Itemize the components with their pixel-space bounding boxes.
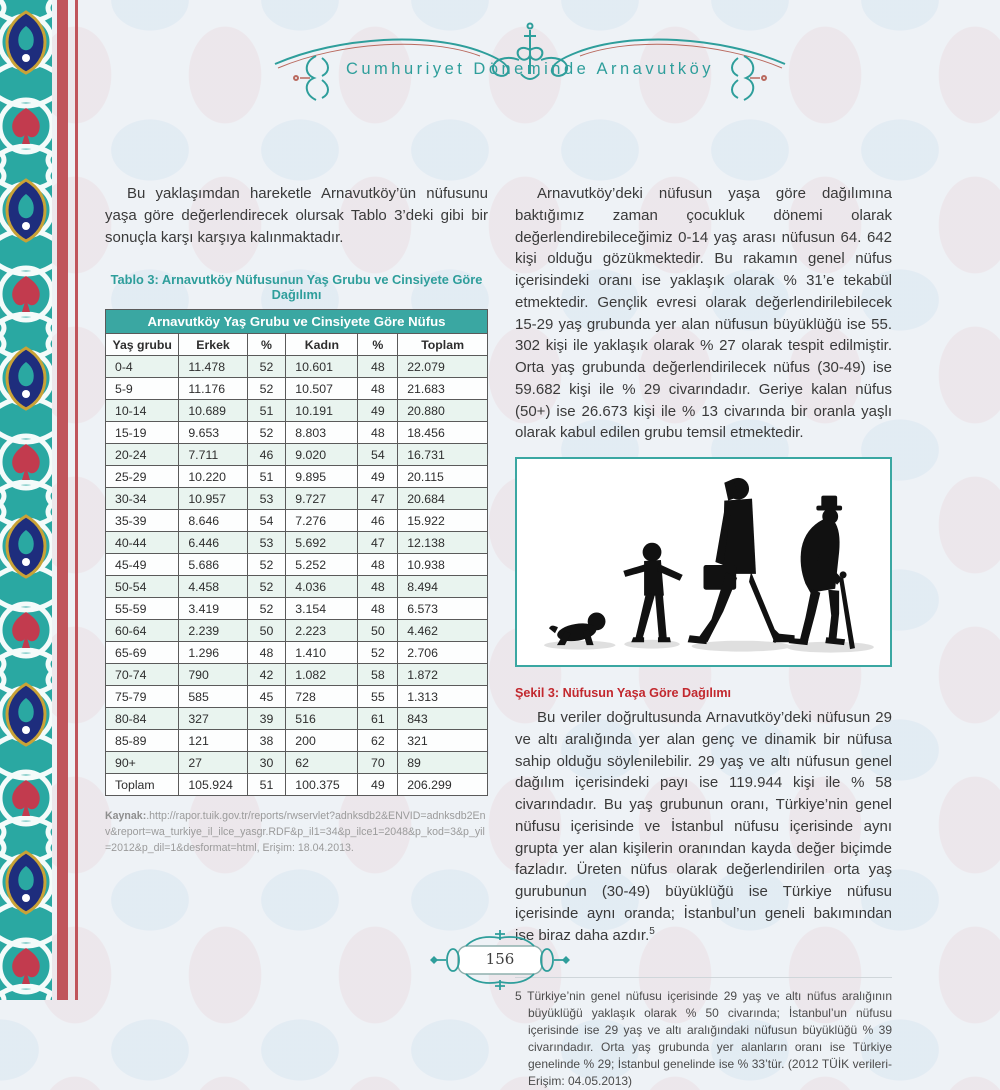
table-cell: 21.683 bbox=[398, 378, 488, 400]
table-cell: 27 bbox=[179, 752, 247, 774]
table-cell: 10.938 bbox=[398, 554, 488, 576]
table-cell: 40-44 bbox=[106, 532, 179, 554]
table-row bbox=[106, 554, 488, 576]
table-cell: 121 bbox=[179, 730, 247, 752]
table-cell: 8.803 bbox=[286, 422, 358, 444]
ages-of-man-figure bbox=[515, 457, 892, 667]
table-cell: 12.138 bbox=[398, 532, 488, 554]
table-cell: 8.494 bbox=[398, 576, 488, 598]
table-cell: 9.020 bbox=[286, 444, 358, 466]
table-cell: 1.872 bbox=[398, 664, 488, 686]
table-cell: 15.922 bbox=[398, 510, 488, 532]
table-cell: 51 bbox=[247, 400, 286, 422]
table-row bbox=[106, 774, 488, 796]
table-cell: 843 bbox=[398, 708, 488, 730]
table-cell: 75-79 bbox=[106, 686, 179, 708]
table-cell: 53 bbox=[247, 532, 286, 554]
table-cell: 52 bbox=[247, 598, 286, 620]
table-cell: 52 bbox=[247, 356, 286, 378]
table-cell: 1.313 bbox=[398, 686, 488, 708]
table-cell: 39 bbox=[247, 708, 286, 730]
table-cell: 7.276 bbox=[286, 510, 358, 532]
table-cell: 4.036 bbox=[286, 576, 358, 598]
footnote bbox=[515, 988, 892, 1090]
table-cell: 5.692 bbox=[286, 532, 358, 554]
table-cell: 5.252 bbox=[286, 554, 358, 576]
table-cell: 2.706 bbox=[398, 642, 488, 664]
table-cell: 46 bbox=[358, 510, 398, 532]
table-cell: 49 bbox=[358, 774, 398, 796]
table-row bbox=[106, 752, 488, 774]
table-row bbox=[106, 642, 488, 664]
table-cell: 47 bbox=[358, 488, 398, 510]
source-label: Kaynak: bbox=[105, 810, 147, 823]
table-cell: 100.375 bbox=[286, 774, 358, 796]
table-cell: 16.731 bbox=[398, 444, 488, 466]
table-cell: 90+ bbox=[106, 752, 179, 774]
table-cell: 58 bbox=[358, 664, 398, 686]
table-cell: 1.082 bbox=[286, 664, 358, 686]
table-cell: 30-34 bbox=[106, 488, 179, 510]
table-cell: 20.880 bbox=[398, 400, 488, 422]
table-cell: 4.458 bbox=[179, 576, 247, 598]
table-cell: 15-19 bbox=[106, 422, 179, 444]
table-cell: 2.223 bbox=[286, 620, 358, 642]
table-cell: 3.154 bbox=[286, 598, 358, 620]
table-cell: Toplam bbox=[106, 774, 179, 796]
page-number: 156 bbox=[485, 950, 515, 968]
table-cell: 10.507 bbox=[286, 378, 358, 400]
table-row bbox=[106, 378, 488, 400]
table-cell: 80-84 bbox=[106, 708, 179, 730]
table-cell: 22.079 bbox=[398, 356, 488, 378]
footnote-marker: 5 bbox=[515, 989, 522, 1004]
table-cell: 6.446 bbox=[179, 532, 247, 554]
table-cell: 9.727 bbox=[286, 488, 358, 510]
table-cell: 5-9 bbox=[106, 378, 179, 400]
column-header: % bbox=[358, 334, 398, 356]
table-cell: 50 bbox=[247, 620, 286, 642]
table-cell: 35-39 bbox=[106, 510, 179, 532]
figure-caption: Şekil 3: Nüfusun Yaşa Göre Dağılımı bbox=[515, 686, 732, 700]
table-cell: 10-14 bbox=[106, 400, 179, 422]
footnote-reference: 5 bbox=[649, 925, 655, 937]
table-cell: 6.573 bbox=[398, 598, 488, 620]
table-cell: 51 bbox=[247, 466, 286, 488]
table-cell: 48 bbox=[358, 576, 398, 598]
table-cell: 70 bbox=[358, 752, 398, 774]
table-cell: 55 bbox=[358, 686, 398, 708]
table-cell: 1.410 bbox=[286, 642, 358, 664]
table-cell: 62 bbox=[286, 752, 358, 774]
table-row bbox=[106, 532, 488, 554]
table-cell: 20.684 bbox=[398, 488, 488, 510]
table-cell: 45 bbox=[247, 686, 286, 708]
table-cell: 206.299 bbox=[398, 774, 488, 796]
table-cell: 48 bbox=[358, 554, 398, 576]
table-cell: 55-59 bbox=[106, 598, 179, 620]
table-cell: 52 bbox=[247, 422, 286, 444]
table-cell: 62 bbox=[358, 730, 398, 752]
table-cell: 46 bbox=[247, 444, 286, 466]
table-cell: 42 bbox=[247, 664, 286, 686]
table-cell: 30 bbox=[247, 752, 286, 774]
table-cell: 52 bbox=[247, 576, 286, 598]
table-cell: 48 bbox=[358, 598, 398, 620]
table-cell: 10.689 bbox=[179, 400, 247, 422]
table-cell: 89 bbox=[398, 752, 488, 774]
ottoman-tile-border bbox=[0, 0, 52, 1000]
table-cell: 49 bbox=[358, 466, 398, 488]
population-table bbox=[105, 309, 488, 796]
table-cell: 1.296 bbox=[179, 642, 247, 664]
table-cell: 85-89 bbox=[106, 730, 179, 752]
table-cell: 8.646 bbox=[179, 510, 247, 532]
table-cell: 3.419 bbox=[179, 598, 247, 620]
table-row bbox=[106, 620, 488, 642]
table-cell: 200 bbox=[286, 730, 358, 752]
table-cell: 9.895 bbox=[286, 466, 358, 488]
table-cell: 11.478 bbox=[179, 356, 247, 378]
table-cell: 51 bbox=[247, 774, 286, 796]
footnote-text: Türkiye’nin genel nüfusu içerisinde 29 yaş ve altı nüfus aralığının büyüklüğü yaklaşık olarak % 50 civarında; İstanbul’un nüfusu içerisinde ise 29 yaş ve altı aralığındaki nüfusun büyüklüğü % 39 civarındadır. Orta yaş grubunda yer alanların oranı ise Türkiye genelinde % 29; İstanbul genelinde ise % 33’tür. (2012 TÜİK verileri- Erişim: 04.05.2013) bbox=[527, 989, 892, 1089]
conclusion-paragraph bbox=[515, 707, 892, 946]
table-cell: 45-49 bbox=[106, 554, 179, 576]
table-cell: 10.191 bbox=[286, 400, 358, 422]
table-cell: 50 bbox=[358, 620, 398, 642]
table-cell: 0-4 bbox=[106, 356, 179, 378]
table-cell: 48 bbox=[358, 356, 398, 378]
table-row bbox=[106, 466, 488, 488]
table-cell: 48 bbox=[247, 642, 286, 664]
table-cell: 728 bbox=[286, 686, 358, 708]
table-cell: 4.462 bbox=[398, 620, 488, 642]
table-cell: 47 bbox=[358, 532, 398, 554]
table-row bbox=[106, 422, 488, 444]
table-cell: 18.456 bbox=[398, 422, 488, 444]
table-row bbox=[106, 444, 488, 466]
table-caption: Tablo 3: Arnavutköy Nüfusunun Yaş Grubu ve Cinsiyete Göre Dağılımı bbox=[110, 272, 483, 303]
conclusion-text: Bu veriler doğrultusunda Arnavutköy’deki nüfusun 29 ve altı aralığında yer alan genç ve dinamik bir nüfusa sahip olduğu söylenilebilir. 29 yaş ve altı nüfusun genel dağılım içerisindeki payı ise 119.944 kişi ile % 58 civarındadır. Bu yaş grubunun oranı, Türkiye’nin genel nüfusu içerisinde ve İstanbul nüfusu içerisinde aynı grupta yer alan kişilerin oranından kayda değer biçimde fazladır. Üreten nüfus olarak değerlendirilen orta yaş gurubunun (30-49) büyüklüğü ise Türkiye nüfusu içerisinde aynı oranda; İstanbul’un geneli bakımından ise biraz daha azdır. bbox=[515, 709, 892, 944]
table-cell: 48 bbox=[358, 422, 398, 444]
table-cell: 10.601 bbox=[286, 356, 358, 378]
table-cell: 20.115 bbox=[398, 466, 488, 488]
table-cell: 516 bbox=[286, 708, 358, 730]
left-column bbox=[105, 183, 488, 857]
table-header-row bbox=[106, 334, 488, 356]
table-cell: 54 bbox=[358, 444, 398, 466]
table-cell: 52 bbox=[358, 642, 398, 664]
column-header: Yaş grubu bbox=[106, 334, 179, 356]
table-row bbox=[106, 598, 488, 620]
table-cell: 2.239 bbox=[179, 620, 247, 642]
population-table-body bbox=[106, 356, 488, 796]
table-cell: 49 bbox=[358, 400, 398, 422]
table-row bbox=[106, 686, 488, 708]
age-distribution-paragraph: Arnavutköy’deki nüfusun yaşa göre dağılımına baktığımız zaman çocukluk dönemi olarak değerlendirebileceğimiz 0-14 yaş arası nüfusun 64. 642 kişi olduğu gözükmektedir. Bu rakamın genel nüfus içerisindeki oranı ise yaklaşık olarak % 31’e tekabül etmektedir. Gençlik evresi olarak değerlendirilebilecek 15-29 yaş grubunda yer alan nüfusun büyüklüğü ise 55. 302 kişi ile yaklaşık olarak % 27 olarak tespit edilmiştir. Orta yaş grubunda değerlendirilecek nüfus (30-49) ise 59.682 kişi ile % 29 civarındadır. Geriye kalan nüfus (50+) ise 26.673 kişi ile % 13 civarında bir oranla yaşlı olarak kabul edilen grubu temsil etmektedir. bbox=[515, 185, 892, 442]
column-header: % bbox=[247, 334, 286, 356]
table-cell: 52 bbox=[247, 378, 286, 400]
page-title: Cumhuriyet Döneminde Arnavutköy bbox=[345, 60, 715, 78]
table-cell: 60-64 bbox=[106, 620, 179, 642]
table-row bbox=[106, 510, 488, 532]
column-header: Toplam bbox=[398, 334, 488, 356]
table-cell: 11.176 bbox=[179, 378, 247, 400]
table-cell: 50-54 bbox=[106, 576, 179, 598]
table-cell: 7.711 bbox=[179, 444, 247, 466]
table-cell: 61 bbox=[358, 708, 398, 730]
table-cell: 10.220 bbox=[179, 466, 247, 488]
table-cell: 9.653 bbox=[179, 422, 247, 444]
source-url: .http://rapor.tuik.gov.tr/reports/rwservlet?adnksdb2&ENVID=adnksdb2Env&report=wa_turkiye_il_ilce_yasgr.RDF&p_il1=34&p_ilce1=2048&p_kod=3&p_yil=2012&p_dil=1&desformat=html, Erişim: 18.04.2013. bbox=[105, 810, 486, 855]
table-cell: 10.957 bbox=[179, 488, 247, 510]
source-note bbox=[105, 809, 488, 857]
table-row bbox=[106, 730, 488, 752]
red-border-bar bbox=[57, 0, 68, 1000]
table-cell: 70-74 bbox=[106, 664, 179, 686]
table-row bbox=[106, 576, 488, 598]
table-cell: 105.924 bbox=[179, 774, 247, 796]
table-cell: 790 bbox=[179, 664, 247, 686]
intro-paragraph: Bu yaklaşımdan hareketle Arnavutköy’ün nüfusunu yaşa göre değerlendirecek olursak Tablo 3’deki gibi bir sonuçla karşı karşıya kalınmaktadır. bbox=[105, 185, 488, 246]
table-title-row bbox=[106, 310, 488, 334]
table-cell: 48 bbox=[358, 378, 398, 400]
table-cell: 321 bbox=[398, 730, 488, 752]
table-cell: 52 bbox=[247, 554, 286, 576]
table-row bbox=[106, 664, 488, 686]
table-row bbox=[106, 708, 488, 730]
table-row bbox=[106, 400, 488, 422]
table-cell: 20-24 bbox=[106, 444, 179, 466]
table-cell: 65-69 bbox=[106, 642, 179, 664]
column-header: Erkek bbox=[179, 334, 247, 356]
page-footer bbox=[400, 928, 600, 992]
table-row bbox=[106, 356, 488, 378]
table-cell: 585 bbox=[179, 686, 247, 708]
table-cell: 5.686 bbox=[179, 554, 247, 576]
table-cell: 327 bbox=[179, 708, 247, 730]
table-cell: 25-29 bbox=[106, 466, 179, 488]
red-border-line bbox=[75, 0, 78, 1000]
table-cell: 38 bbox=[247, 730, 286, 752]
column-header: Kadın bbox=[286, 334, 358, 356]
life-stages-silhouette-image bbox=[521, 463, 886, 661]
table-row bbox=[106, 488, 488, 510]
table-cell: 54 bbox=[247, 510, 286, 532]
table-cell: 53 bbox=[247, 488, 286, 510]
table-title: Arnavutköy Yaş Grubu ve Cinsiyete Göre Nüfus bbox=[106, 310, 488, 334]
page-header bbox=[90, 8, 970, 128]
